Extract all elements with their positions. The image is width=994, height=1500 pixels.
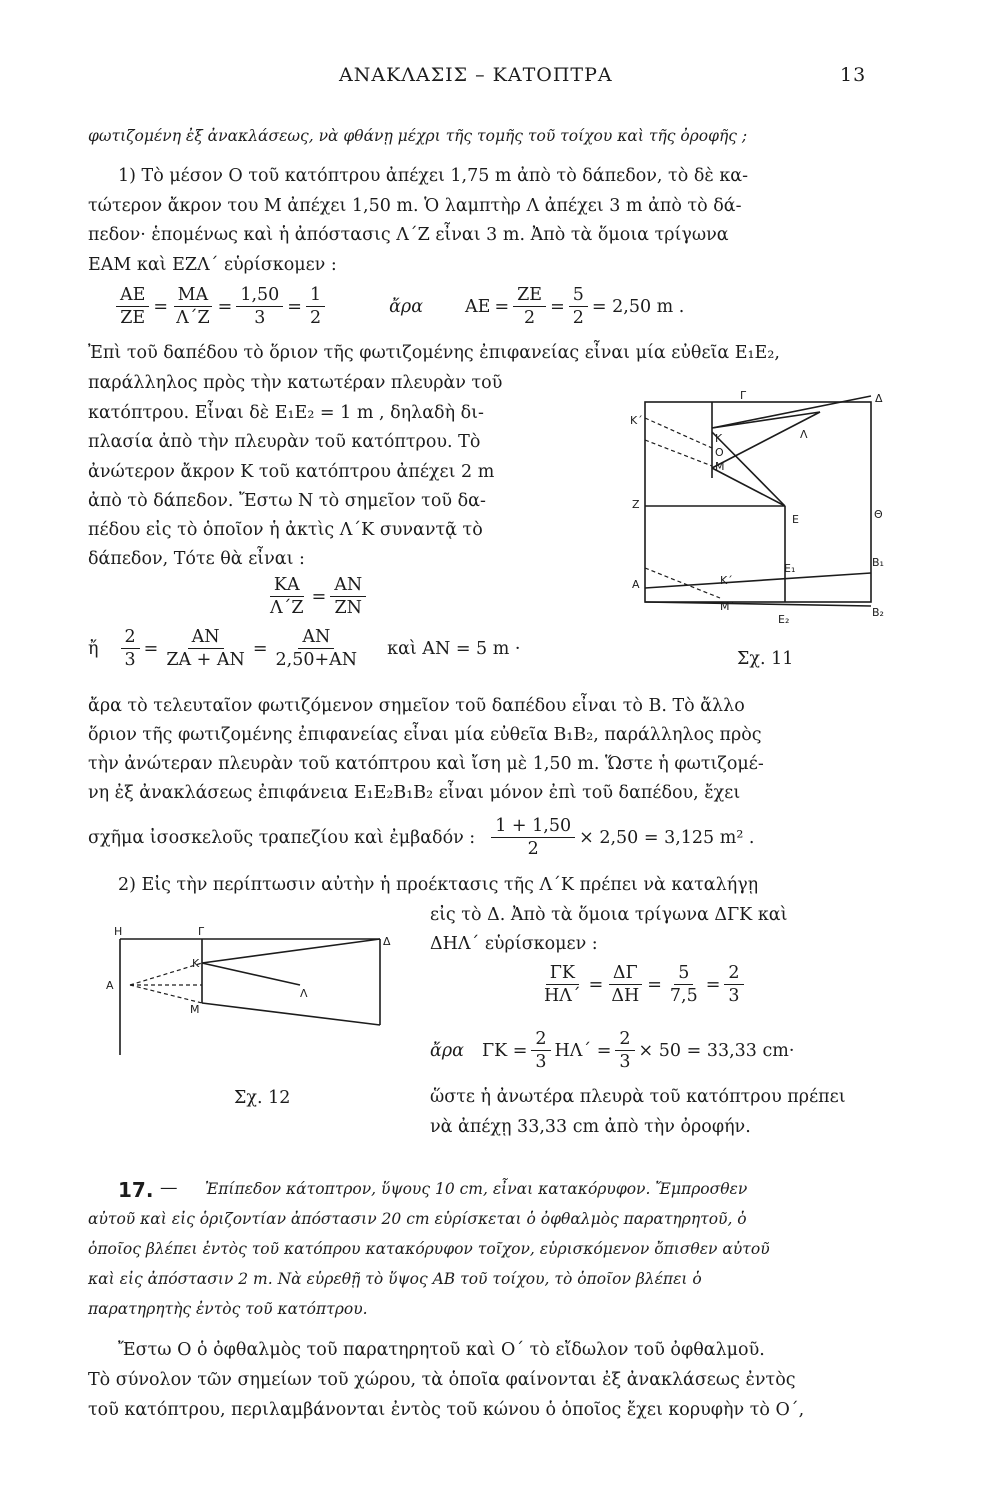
figure-11-diagram [620, 388, 892, 636]
fig12-label: Γ [198, 925, 205, 938]
fig11-label: Β₂ [872, 606, 884, 619]
fraction: $\frac{MA}{\Lambda΄Z}$ [172, 284, 214, 329]
equation-gk: $\frac{\Gamma K}{H\Lambda΄}$ = $\frac{\Delta\Gamma}{\Delta H}$ = $\frac{5}{7,5}$ = $\frac{2}{3}$ [536, 962, 748, 1007]
fraction: $\frac{2}{3}$ [121, 626, 140, 671]
fig12-label: Μ [190, 1003, 200, 1016]
fraction: $\frac{KA}{\Lambda΄Z}$ [270, 575, 304, 618]
part1-line: Ἐπὶ τοῦ δαπέδου τὸ ὅριον τῆς φωτιζομένης ἐπιφανείας εἶναι μία εὐθεῖα Ε₁Ε₂, [88, 343, 780, 363]
fraction: $\frac{\Delta\Gamma}{\Delta H}$ [607, 962, 643, 1007]
fig11-label: Θ [874, 508, 883, 521]
part1-line: πλασία ἀπὸ τὴν πλευρὰν τοῦ κατόπτρου. Τὸ [88, 432, 481, 452]
part1-line: ἀνώτερον ἄκρον Κ τοῦ κατόπτρου ἀπέχει 2 m [88, 462, 495, 482]
part2-line: εἰς τὸ Δ. Ἀπὸ τὰ ὅμοια τρίγωνα ΔΓΚ καὶ [430, 905, 788, 925]
fig11-label: Ε₁ [784, 562, 796, 575]
solution-17-line: Τὸ σύνολον τῶν σημείων τοῦ χώρου, τὰ ὁποῖα φαίνονται ἐξ ἀνακλάσεως ἐντὸς [88, 1370, 796, 1390]
fig11-label: Ε₂ [778, 613, 790, 626]
fraction: $\frac{2}{3}$ [724, 962, 743, 1007]
fraction: $\frac{AN}{2,50+AN}$ [275, 627, 358, 670]
fig11-label: Κ [715, 432, 723, 445]
ray [202, 963, 300, 985]
fraction: $\frac{\Gamma K}{H\Lambda΄}$ [544, 963, 581, 1006]
part1-line: κατόπτρου. Εἶναι δὲ Ε₁Ε₂ = 1 m , δηλαδὴ δι- [88, 403, 484, 423]
fig11-label: Ζ [632, 498, 640, 511]
problem-17-line: αὐτοῦ καὶ εἰς ὁριζοντίαν ἀπόστασιν 20 cm εὑρίσκεται ὁ ὀφθαλμὸς παρατηρητοῦ, ὁ [88, 1210, 747, 1228]
ray [712, 468, 785, 506]
part1-line: πέδου εἰς τὸ ὁποῖον ἡ ἀκτὶς Λ΄Κ συναντᾷ τὸ [88, 520, 483, 540]
equation-area: σχῆμα ἰσοσκελοῦς τραπεζίου καὶ ἐμβαδόν : $\frac{1 + 1,50}{2}$ × 2,50 = 3,125 m² . [88, 816, 755, 859]
page-number: 13 [840, 64, 867, 86]
fig11-label: Δ [875, 392, 883, 405]
part1-line: ἄρα τὸ τελευταῖον φωτιζόμενον σημεῖον τοῦ δαπέδου εἶναι τὸ Β. Τὸ ἄλλο [88, 696, 745, 716]
figure-11-caption: Σχ. 11 [737, 649, 794, 669]
fig11-label: Λ [800, 428, 808, 441]
fraction: $\frac{1}{2}$ [306, 284, 325, 329]
equation-gk-result: ἄρα ΓΚ = $\frac{2}{3}$ ΗΛ΄ = $\frac{2}{3}$ × 50 = 33,33 cm· [430, 1029, 795, 1072]
fig12-label: Λ [300, 987, 308, 1000]
fraction: $\frac{AE}{ZE}$ [116, 284, 149, 329]
problem-17-line: ὁποῖος βλέπει ἐντὸς τοῦ κατόπρου κατακόρυφον τοῖχον, εὑρισκόμενον ὄπισθεν αὐτοῦ [88, 1240, 770, 1258]
part1-line: παράλληλος πρὸς τὴν κατωτέραν πλευρὰν τοῦ [88, 373, 503, 393]
part1-line: ὅριον τῆς φωτιζομένης ἐπιφανείας εἶναι μία εὐθεῖα Β₁Β₂, παράλληλος πρὸς [88, 725, 762, 745]
fraction: $\frac{AN}{ZA + AN}$ [166, 627, 245, 670]
solution-17-line: Ἔστω Ο ὁ ὀφθαλμὸς τοῦ παρατηρητοῦ καὶ Ο΄ τὸ εἴδωλον τοῦ ὀφθαλμοῦ. [118, 1340, 765, 1360]
fig11-label: Ο [715, 446, 724, 459]
dashed-ray [130, 985, 202, 1003]
fraction: $\frac{5}{2}$ [569, 284, 588, 329]
part1-line: τώτερον ἄκρον του Μ ἀπέχει 1,50 m. Ὁ λαμπτὴρ Λ ἀπέχει 3 m ἀπὸ τὸ δά- [88, 196, 742, 216]
equation-similar-triangles: $\frac{AE}{ZE}$ = $\frac{MA}{\Lambda΄Z}$ = $\frac{1,50}{3}$ = $\frac{1}{2}$ ἄρα ΑΕ = $\frac{ZE}{2}$ = $\frac{5}{2}$ = 2,50 m . [112, 284, 684, 329]
ray [202, 1003, 380, 1025]
fig12-label: Κ [192, 957, 200, 970]
problem-17-number: 17. [118, 1178, 154, 1202]
fig12-label: Δ [383, 935, 391, 948]
ray [712, 396, 871, 428]
part1-line: ΕΑΜ καὶ ΕΖΛ΄ εὑρίσκομεν : [88, 255, 337, 275]
fig11-label: Ε [792, 513, 799, 526]
fig11-label: Μ΄ [720, 600, 735, 613]
part1-line: νη ἐξ ἀνακλάσεως ἐπιφάνεια Ε₁Ε₂Β₁Β₂ εἶναι μόνον ἐπὶ τοῦ δαπέδου, ἔχει [88, 783, 741, 803]
part1-line: ἀπὸ τὸ δάπεδον. Ἔστω Ν τὸ σημεῖον τοῦ δα- [88, 491, 486, 511]
part2-line: ὥστε ἡ ἀνωτέρα πλευρὰ τοῦ κατόπτρου πρέπει [430, 1087, 846, 1107]
part1-line: δάπεδον, Τότε θὰ εἶναι : [88, 549, 305, 569]
fig11-label: Κ΄ [720, 574, 733, 587]
fraction: $\frac{1 + 1,50}{2}$ [491, 815, 575, 860]
ray [202, 939, 380, 963]
intro-line: φωτιζομένη ἐξ ἀνακλάσεως, νὰ φθάνῃ μέχρι τῆς τομῆς τοῦ τοίχου καὶ τῆς ὀροφῆς ; [88, 127, 748, 145]
problem-17-line: καὶ εἰς ἀπόστασιν 2 m. Νὰ εὑρεθῇ τὸ ὕψος ΑΒ τοῦ τοίχου, τὸ ὁποῖον βλέπει ὁ [88, 1270, 702, 1288]
figure-12-diagram [100, 925, 400, 1065]
part2-line: ΔΗΛ΄ εὑρίσκομεν : [430, 934, 598, 954]
fraction: $\frac{5}{7,5}$ [669, 963, 698, 1006]
dashed-ray [645, 440, 712, 466]
floor-ray [645, 573, 871, 588]
fig12-label: Α [106, 979, 114, 992]
solution-17-line: τοῦ κατόπτρου, περιλαμβάνονται ἐντὸς τοῦ κώνου ὁ ὁποῖος ἔχει κορυφὴν τὸ Ο΄, [88, 1400, 805, 1420]
part1-line: τὴν ἀνώτεραν πλευρὰν τοῦ κατόπτρου καὶ ἴση μὲ 1,50 m. Ὥστε ἡ φωτιζομέ- [88, 754, 764, 774]
fig11-label: Μ [715, 460, 725, 473]
part2-line: νὰ ἀπέχῃ 33,33 cm ἀπὸ τὴν ὀροφήν. [430, 1117, 751, 1137]
equation-an: ἤ $\frac{2}{3}$ = $\frac{AN}{ZA + AN}$ = $\frac{AN}{2,50+AN}$ καὶ ΑΝ = 5 m · [88, 627, 521, 670]
figure-12-caption: Σχ. 12 [234, 1088, 291, 1108]
problem-17-line: παρατηρητὴς ἐντὸς τοῦ κατόπτρου. [88, 1300, 368, 1318]
problem-17-dash: — [160, 1178, 178, 1198]
fig12-label: Η [114, 925, 123, 938]
fraction: $\frac{2}{3}$ [615, 1028, 634, 1073]
fig11-label: Γ [740, 389, 747, 402]
fig11-label: Α [632, 578, 640, 591]
part1-line: 1) Τὸ μέσον Ο τοῦ κατόπτρου ἀπέχει 1,75 m ἀπὸ τὸ δάπεδον, τὸ δὲ κα- [118, 166, 748, 186]
fraction: $\frac{1,50}{3}$ [236, 284, 283, 329]
fraction: $\frac{AN}{ZN}$ [330, 574, 366, 619]
part1-line: πεδον· ἑπομένως καὶ ἡ ἀπόστασις Λ΄Ζ εἶναι 3 m. Ἀπὸ τὰ ὅμοια τρίγωνα [88, 225, 729, 245]
fraction: $\frac{ZE}{2}$ [513, 284, 546, 329]
problem-17-line: Ἐπίπεδον κάτοπτρον, ὕψους 10 cm, εἶναι κατακόρυφον. Ἔμπροσθεν [205, 1180, 748, 1198]
part2-line: 2) Εἰς τὴν περίπτωσιν αὐτὴν ἡ προέκτασις τῆς Λ΄Κ πρέπει νὰ καταλήγῃ [118, 875, 759, 895]
equation-ka-an: $\frac{KA}{\Lambda΄Z}$ = $\frac{AN}{ZN}$ [262, 574, 370, 619]
page-header-title: ΑΝΑΚΛΑΣΙΣ – ΚΑΤΟΠΤΡΑ [339, 64, 613, 86]
room-outline [645, 402, 871, 602]
fig11-label: Κ΄ [630, 414, 643, 427]
fig11-label: Β₁ [872, 556, 884, 569]
fraction: $\frac{2}{3}$ [531, 1028, 550, 1073]
